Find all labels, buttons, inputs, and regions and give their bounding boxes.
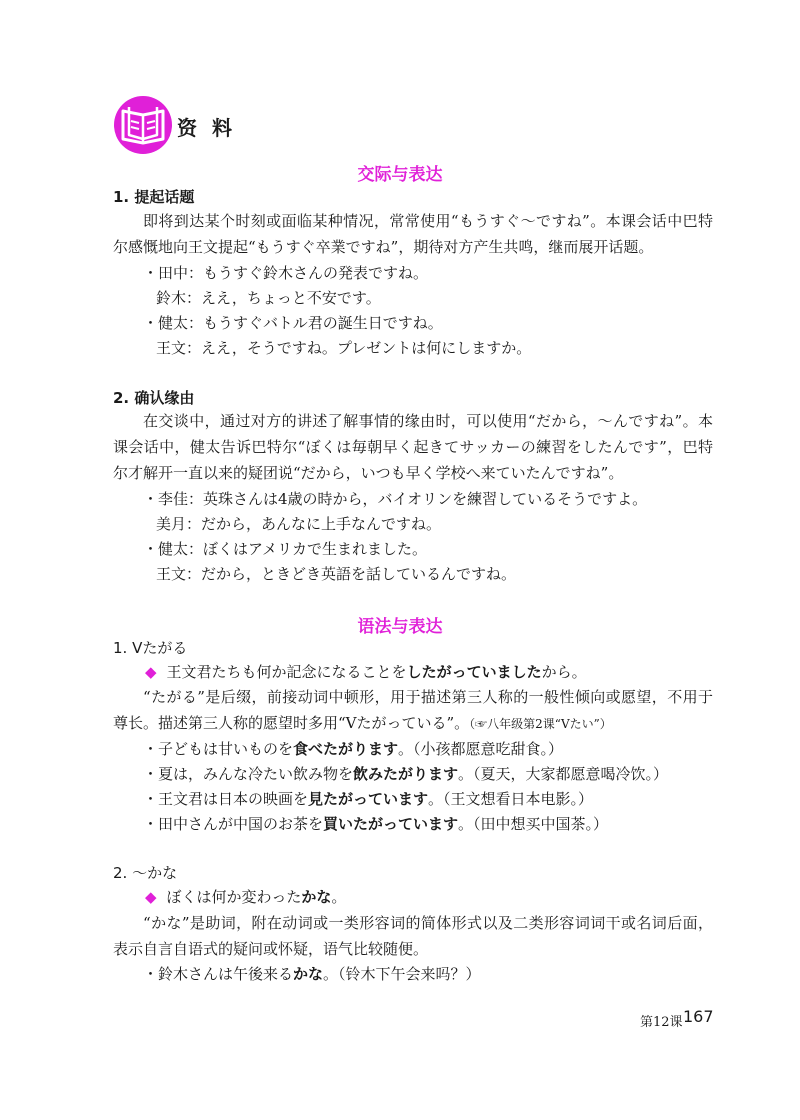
example-line: ・健太：もうすぐバトル君の誕生日ですね。: [143, 314, 443, 332]
example-line: ・王文君は日本の映画を見たがっています。（王文想看日本电影。）: [143, 790, 594, 808]
section-title-grammar: 语法与表达: [357, 617, 443, 637]
cross-reference: （☞八年级第2课“Vたい”）: [469, 717, 612, 731]
example-line: ・鈴木さんは午後来るかな。（铃木下午会来吗？）: [143, 965, 481, 983]
example-line: 美月：だから，あんなに上手なんですね。: [156, 515, 442, 533]
section-title-communication: 交际与表达: [357, 165, 443, 185]
example-line: 王文：ええ，そうですね。プレゼントは何にしますか。: [156, 339, 532, 357]
example-line: ・田中さんが中国のお茶を買いたがっています。（田中想买中国茶。）: [143, 815, 609, 833]
paragraph: 即将到达某个时刻或面临某种情况，常常使用“もうすぐ〜ですね”。本课会话中巴特尔感慨地向王文提起“もうすぐ卒業ですね”，期待对方产生共鸣，继而展开话题。: [113, 212, 713, 256]
diamond-bullet-icon: ◆: [145, 663, 157, 681]
paragraph: 在交谈中，通过对方的讲述了解事情的缘由时，可以使用“だから，〜んですね”。本课会话中，健太告诉巴特尔“ぼくは毎朝早く起きてサッカーの練習をしたんです”，巴特尔才解开一直以来的疑团说“だから，いつも早く学校へ来ていたんですね”。: [113, 412, 713, 482]
subsection-heading: 2. 确认缘由: [113, 389, 195, 407]
lesson-label: 第12课: [640, 1015, 683, 1030]
example-line: ・健太：ぼくはアメリカで生まれました。: [143, 540, 427, 558]
key-sentence: ◆ 王文君たちも何か記念になることをしたがっていましたから。: [145, 663, 587, 681]
page-number: 167: [683, 1007, 714, 1026]
paragraph: “かな”是助词，附在动词或一类形容词的简体形式以及二类形容词词干或名词后面，表示自言自语式的疑问或怀疑，语气比较随便。: [113, 914, 713, 958]
paragraph: “たがる”是后缀，前接动词中顿形，用于描述第三人称的一般性倾向或愿望，不用于尊长。描述第三人称的愿望时多用“Vたがっている”。（☞八年级第2课“Vたい”）: [113, 688, 713, 732]
example-line: ・夏は，みんな冷たい飲み物を飲みたがります。（夏天，大家都愿意喝冷饮。）: [143, 765, 669, 783]
example-line: 鈴木：ええ，ちょっと不安です。: [156, 289, 381, 307]
example-line: 王文：だから，ときどき英語を話しているんですね。: [156, 565, 517, 583]
book-icon: [113, 95, 173, 155]
example-line: ・李佳：英珠さんは4歳の時から，バイオリンを練習しているそうですよ。: [143, 490, 648, 508]
page-header-title: 资 料: [177, 116, 236, 140]
subsection-heading: 2. 〜かな: [113, 864, 178, 882]
subsection-heading: 1. 提起话题: [113, 188, 195, 206]
key-sentence: ◆ ぼくは何か変わったかな。: [145, 888, 347, 906]
example-line: ・子どもは甘いものを食べたがります。（小孩都愿意吃甜食。）: [143, 740, 564, 758]
example-line: ・田中：もうすぐ鈴木さんの発表ですね。: [143, 264, 429, 282]
subsection-heading: 1. Vたがる: [113, 639, 188, 657]
diamond-bullet-icon: ◆: [145, 888, 157, 906]
